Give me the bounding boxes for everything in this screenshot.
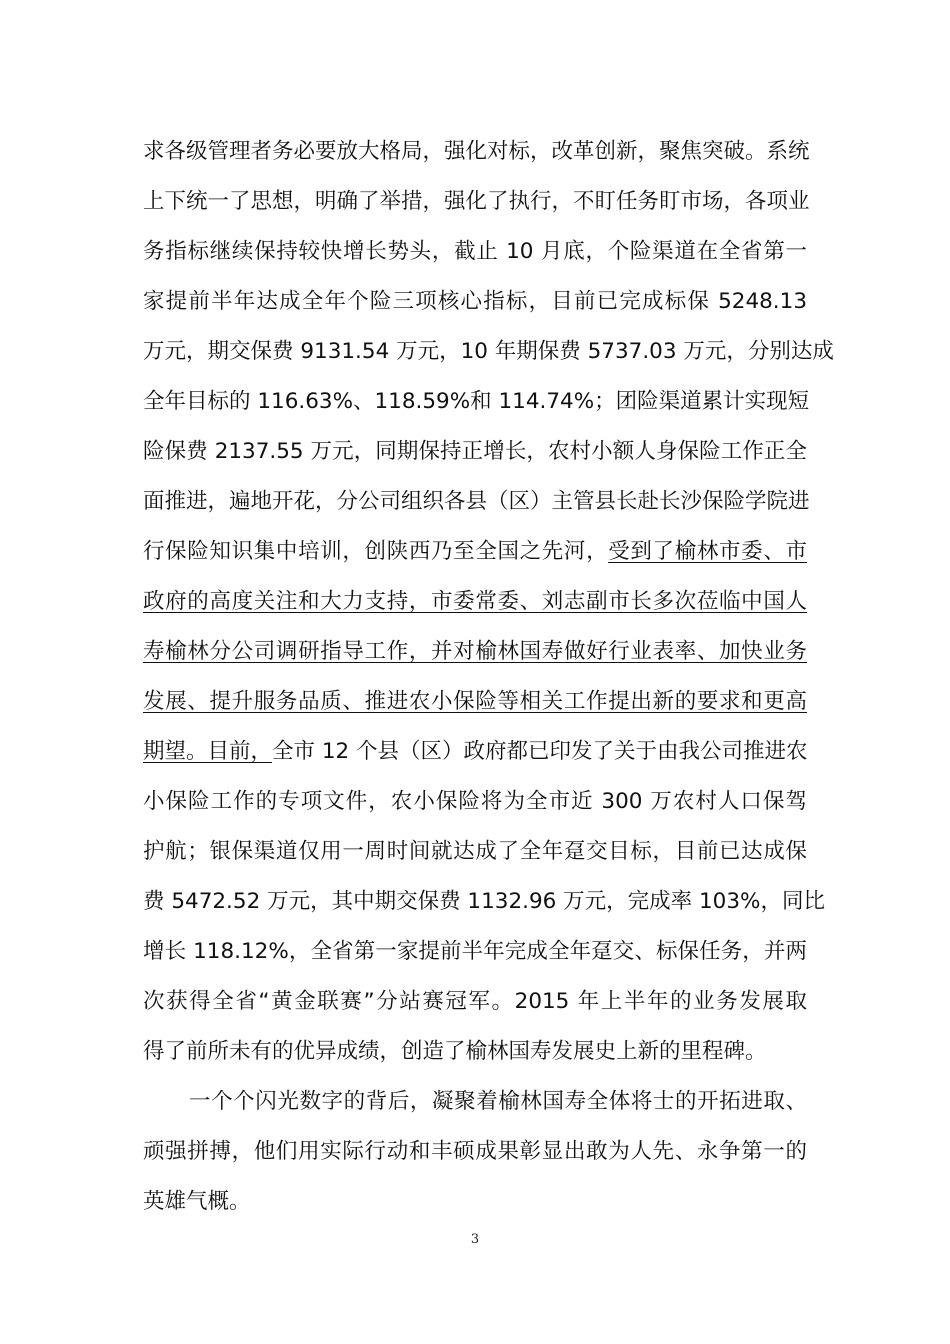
plain-text-segment: 行保险知识集中培训，创陕西乃至全国之先河， [143,539,609,564]
body-text-line: 得了前所未有的优异成绩，创造了榆林国寿发展史上新的里程碑。 [143,1039,767,1064]
underlined-text-segment: 政府的高度关注和大力支持，市委常委、刘志副市长多次莅临中国人 [143,589,807,614]
body-text-line: 万元，期交保费 9131.54 万元，10 年期保费 5737.03 万元，分别达成 [143,339,834,364]
body-text-line: 求各级管理者务必要放大格局，强化对标，改革创新，聚焦突破。系统 [143,139,810,164]
underlined-text-line [143,585,807,619]
body-text-line: 面推进，遍地开花，分公司组织各县（区）主管县长赴长沙保险学院进 [143,489,810,514]
underlined-text-segment: 发展、提升服务品质、推进农小保险等相关工作提出新的要求和更高 [143,689,807,714]
underlined-text-line [143,635,807,669]
body-text-line: 护航；银保渠道仅用一周时间就达成了全年趸交目标，目前已达成保 [143,839,807,864]
body-text-line: 顽强拼搏，他们用实际行动和丰硕成果彰显出敢为人先、永争第一的 [143,1139,807,1164]
body-text-line: 险保费 2137.55 万元，同期保持正增长，农村小额人身保险工作正全 [143,439,807,464]
underlined-text-segment: 受到了榆林市委、市 [608,539,807,564]
page-number: 3 [470,1232,480,1247]
body-text-line: 家提前半年达成全年个险三项核心指标，目前已完成标保 5248.13 [143,289,807,314]
body-text-line [143,535,807,569]
body-text-line: 务指标继续保持较快增长势头，截止 10 月底，个险渠道在全省第一 [143,239,807,264]
underlined-text-segment: 期望。目前， [143,739,273,764]
plain-text-segment: 全市 12 个县（区）政府都已印发了关于由我公司推进农 [272,739,808,764]
body-text-line: 上下统一了思想，明确了举措，强化了执行，不盯任务盯市场，各项业 [143,189,810,214]
body-text-line: 增长 118.12%，全省第一家提前半年完成全年趸交、标保任务，并两 [143,939,807,964]
underlined-text-segment: 寿榆林分公司调研指导工作，并对榆林国寿做好行业表率、加快业务 [143,639,807,664]
body-text-line [143,735,807,769]
body-text-line: 英雄气概。 [143,1189,251,1214]
paragraph-first-line: 一个个闪光数字的背后，凝聚着榆林国寿全体将士的开拓进取、 [189,1089,807,1114]
underlined-text-line [143,685,807,719]
body-text-line: 费 5472.52 万元，其中期交保费 1132.96 万元，完成率 103%，同比 [143,889,825,914]
body-text-line: 次获得全省“黄金联赛”分站赛冠军。2015 年上半年的业务发展取 [143,989,807,1014]
body-text-line: 小保险工作的专项文件，农小保险将为全市近 300 万农村人口保驾 [143,789,807,814]
body-text-line: 全年目标的 116.63%、118.59%和 114.74%；团险渠道累计实现短 [143,389,810,414]
